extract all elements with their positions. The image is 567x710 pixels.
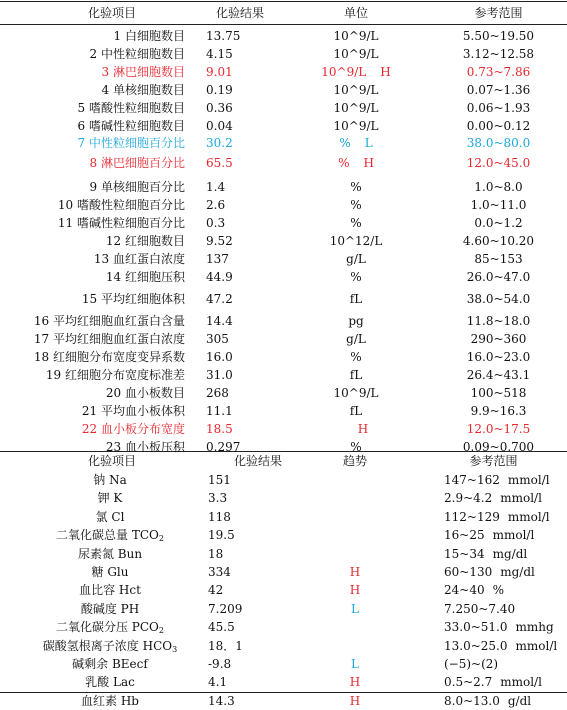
table-row [0, 117, 567, 135]
result-value: 42 [208, 583, 224, 597]
item-name: 10 嗜酸性粒细胞百分比 [57, 198, 185, 212]
result-value: 4.1 [208, 675, 228, 689]
item-name [35, 489, 185, 507]
result-value: 44.9 [206, 270, 233, 284]
item-name: 1 白细胞数目 [113, 29, 185, 43]
reference-range: 1.0~8.0 [474, 180, 523, 194]
table-row [0, 81, 567, 99]
item-label: 氯 Cl [95, 510, 125, 524]
unit-cell [296, 232, 416, 250]
abnormal-flag: L [364, 136, 373, 150]
reference-range: 16.0~23.0 [466, 350, 531, 364]
table-row [0, 63, 567, 81]
trend-flag: H [349, 694, 361, 708]
unit-cell [296, 63, 416, 81]
result-value: 151 [208, 473, 231, 487]
item-name: 7 中性粒细胞百分比 [77, 136, 185, 150]
table-row [0, 214, 567, 232]
header-result: 化验结果 [233, 454, 282, 468]
result-value: 19.5 [208, 528, 235, 542]
unit-text: 10^9/L [321, 65, 367, 79]
unit-text: fL [349, 292, 363, 306]
table1-header [0, 4, 567, 22]
unit-cell [296, 134, 416, 152]
reference-range: 12.0~45.0 [466, 156, 531, 170]
reference-value: 2.9~4.2 [444, 491, 493, 505]
item-label: 碱剩余 BEecf [72, 657, 148, 671]
top-rule [0, 1, 567, 2]
result-value: 18.5 [206, 422, 233, 436]
reference-range: 9.9~16.3 [470, 404, 527, 418]
table-row [0, 27, 567, 45]
result-value: 13.75 [206, 29, 241, 43]
result-value: 0.3 [206, 216, 226, 230]
table-row [0, 290, 567, 308]
reference-unit: % [492, 583, 504, 597]
table-row [0, 563, 567, 581]
result-value: 14.3 [208, 694, 235, 708]
table-row [0, 178, 567, 196]
reference-range: 290~360 [470, 332, 527, 346]
item-name: 11 嗜碱性粒细胞百分比 [57, 216, 185, 230]
table-row [0, 618, 567, 636]
table-row [0, 673, 567, 691]
reference-value: 112~129 [444, 510, 500, 524]
table-row [0, 330, 567, 348]
reference-range: 0.0~1.2 [474, 216, 523, 230]
reference-range [420, 581, 567, 599]
result-value: 30.2 [206, 136, 233, 150]
reference-value: 13.0~25.0 [444, 639, 508, 653]
result-value: 14.4 [206, 314, 233, 328]
unit-text: 10^9/L [333, 83, 379, 97]
item-name [35, 471, 185, 489]
unit-cell [296, 420, 416, 438]
unit-cell [296, 27, 416, 45]
unit-cell [296, 154, 416, 172]
reference-range: 0.73~7.86 [466, 65, 531, 79]
unit-text: % [339, 136, 351, 150]
result-value: 0.04 [206, 119, 233, 133]
item-name: 12 红细胞数目 [105, 234, 185, 248]
unit-cell [296, 99, 416, 117]
reference-range [420, 618, 567, 636]
result-value: 3.3 [208, 491, 228, 505]
table-row [0, 545, 567, 563]
result-value: 268 [206, 386, 229, 400]
header-result: 化验结果 [215, 6, 264, 20]
reference-range: 85~153 [474, 252, 523, 266]
header-unit: 单位 [343, 6, 368, 20]
header-ref: 参考范围 [474, 6, 523, 20]
reference-value: 147~162 [444, 473, 500, 487]
bottom-rule [0, 692, 567, 693]
table-row [0, 420, 567, 438]
unit-text: % [338, 156, 350, 170]
item-name: 8 淋巴细胞百分比 [89, 156, 185, 170]
table-row [0, 655, 567, 673]
trend-flag: L [351, 602, 359, 616]
abnormal-flag: H [380, 65, 391, 79]
table-row [0, 600, 567, 618]
item-name [35, 673, 185, 691]
item-label: 糖 Glu [91, 565, 129, 579]
item-name: 4 单核细胞数目 [101, 83, 185, 97]
item-name [35, 618, 185, 636]
item-name [35, 637, 185, 655]
header-rule [0, 24, 567, 25]
table-row [0, 637, 567, 655]
item-label: 酸碱度 PH [80, 602, 140, 616]
result-value: 137 [206, 252, 229, 266]
trend-flag: H [349, 565, 361, 579]
item-name [35, 526, 185, 544]
table-row [0, 489, 567, 507]
item-name [35, 600, 185, 618]
item-name: 23 血小板压积 [105, 440, 185, 454]
unit-text: % [350, 350, 362, 364]
result-value: 0.36 [206, 101, 233, 115]
reference-range: 4.60~10.20 [462, 234, 535, 248]
unit-text: g/L [346, 252, 366, 266]
result-value: 2.6 [206, 198, 226, 212]
unit-text: % [350, 198, 362, 212]
reference-range: 26.0~47.0 [466, 270, 531, 284]
reference-range: 0.06~1.93 [466, 101, 531, 115]
result-value: 7.209 [208, 602, 243, 616]
item-label: 钠 Na [93, 473, 127, 487]
header-item: 化验项目 [87, 6, 136, 20]
header-ref: 参考范围 [469, 454, 518, 468]
unit-text: % [350, 440, 362, 454]
header-trend: 趋势 [342, 454, 367, 468]
reference-range [420, 655, 567, 673]
reference-range [420, 526, 567, 544]
item-name: 15 平均红细胞体积 [81, 292, 185, 306]
item-label: 二氧化碳分压 PCO [55, 620, 159, 634]
item-name: 3 淋巴细胞数目 [101, 65, 185, 79]
reference-unit: mg/dl [492, 547, 528, 561]
unit-text: % [350, 216, 362, 230]
result-value: 9.52 [206, 234, 233, 248]
reference-range: 0.07~1.36 [466, 83, 531, 97]
reference-range: 38.0~54.0 [466, 292, 531, 306]
unit-text: % [350, 180, 362, 194]
item-name [35, 563, 185, 581]
reference-range [420, 600, 567, 618]
unit-cell [296, 81, 416, 99]
item-label: 二氧化碳总量 TCO [56, 528, 159, 542]
unit-cell [296, 268, 416, 286]
reference-value: (−5)~(2) [444, 657, 499, 671]
table-row [0, 348, 567, 366]
reference-value: 15~34 [444, 547, 485, 561]
item-name: 21 平均血小板体积 [81, 404, 185, 418]
unit-cell [296, 178, 416, 196]
result-value: 47.2 [206, 292, 233, 306]
unit-text: % [350, 270, 362, 284]
reference-value: 8.0~13.0 [444, 694, 500, 708]
reference-range: 3.12~12.58 [462, 47, 535, 61]
unit-cell [296, 384, 416, 402]
reference-unit: g/dl [507, 694, 532, 708]
item-name: 13 血红蛋白浓度 [93, 252, 185, 266]
result-value: 65.5 [206, 156, 233, 170]
trend-flag: H [349, 583, 361, 597]
reference-range [420, 545, 567, 563]
item-name: 14 红细胞压积 [105, 270, 185, 284]
reference-range: 11.8~18.0 [466, 314, 531, 328]
result-value: 31.0 [206, 368, 233, 382]
unit-cell [296, 402, 416, 420]
item-name: 17 平均红细胞血红蛋白浓度 [33, 332, 185, 346]
result-value: 334 [208, 565, 231, 579]
item-name: 5 嗜酸性粒细胞数目 [77, 101, 185, 115]
unit-cell [296, 330, 416, 348]
unit-cell [296, 290, 416, 308]
unit-text: 10^9/L [333, 29, 379, 43]
reference-range [420, 637, 567, 655]
item-subscript: 3 [172, 645, 178, 654]
reference-value: 7.250~7.40 [444, 602, 516, 616]
result-value: 11.1 [206, 404, 233, 418]
result-value: 0.297 [206, 440, 241, 454]
unit-text: 10^9/L [333, 386, 379, 400]
table-row [0, 99, 567, 117]
table-row [0, 45, 567, 63]
result-value: 45.5 [208, 620, 235, 634]
item-name: 19 红细胞分布宽度标准差 [45, 368, 185, 382]
item-name [35, 581, 185, 599]
trend-flag: L [351, 657, 359, 671]
reference-range: 0.00~0.12 [466, 119, 531, 133]
unit-cell [296, 366, 416, 384]
reference-value: 0.5~2.7 [444, 675, 493, 689]
table-row [0, 312, 567, 330]
result-value: 305 [206, 332, 229, 346]
item-name: 22 血小板分布宽度 [81, 422, 185, 436]
reference-range: 1.0~11.0 [470, 198, 527, 212]
unit-text: 10^9/L [333, 101, 379, 115]
reference-range: 100~518 [470, 386, 527, 400]
table-row [0, 154, 567, 172]
unit-text: fL [349, 404, 363, 418]
unit-cell [296, 117, 416, 135]
unit-cell [296, 250, 416, 268]
reference-range [420, 508, 567, 526]
unit-cell [296, 196, 416, 214]
table-row [0, 366, 567, 384]
item-name [35, 655, 185, 673]
item-name [35, 508, 185, 526]
unit-text: 10^9/L [333, 47, 379, 61]
result-value: 118 [208, 510, 231, 524]
table-row [0, 581, 567, 599]
item-name [35, 545, 185, 563]
table-row [0, 232, 567, 250]
table-row [0, 384, 567, 402]
header-item: 化验项目 [87, 454, 136, 468]
reference-range [420, 563, 567, 581]
reference-unit: mmol/l [500, 491, 542, 505]
abnormal-flag: H [363, 156, 374, 170]
table-row [0, 250, 567, 268]
reference-range: 12.0~17.5 [466, 422, 531, 436]
unit-cell [296, 214, 416, 232]
reference-unit: mg/dl [500, 565, 535, 579]
table-row [0, 268, 567, 286]
reference-value: 33.0~51.0 [444, 620, 508, 634]
reference-unit: mmol/l [500, 675, 542, 689]
unit-cell [296, 312, 416, 330]
item-label: 碳酸氢根离子浓度 HCO [42, 639, 173, 653]
item-name: 16 平均红细胞血红蛋白含量 [33, 314, 185, 328]
reference-value: 60~130 [444, 565, 493, 579]
item-name: 18 红细胞分布宽度变异系数 [33, 350, 185, 364]
unit-cell [296, 348, 416, 366]
unit-text: g/L [346, 332, 366, 346]
result-value: 0.19 [206, 83, 233, 97]
unit-text: 10^9/L [333, 119, 379, 133]
result-value: 16.0 [206, 350, 233, 364]
result-value: 18．1 [208, 639, 243, 653]
reference-range [420, 471, 567, 489]
unit-text: fL [349, 368, 363, 382]
item-label: 血比容 Hct [79, 583, 141, 597]
table2-header [0, 452, 567, 470]
item-name: 6 嗜碱性粒细胞数目 [77, 119, 185, 133]
item-subscript: 2 [158, 534, 164, 543]
item-name: 2 中性粒细胞数目 [89, 47, 185, 61]
result-value: 4.15 [206, 47, 233, 61]
item-subscript: 2 [158, 626, 164, 635]
abnormal-flag: H [357, 422, 369, 436]
unit-text: pg [348, 314, 364, 328]
table-row [0, 471, 567, 489]
table-row [0, 508, 567, 526]
reference-range: 0.09~0.700 [462, 440, 535, 454]
reference-range: 26.4~43.1 [466, 368, 531, 382]
item-name: 20 血小板数目 [105, 386, 185, 400]
item-name: 9 单核细胞百分比 [89, 180, 185, 194]
table-row [0, 196, 567, 214]
table-row [0, 526, 567, 544]
reference-range [420, 673, 567, 691]
table-row [0, 134, 567, 152]
table-row [0, 402, 567, 420]
reference-value: 24~40 [444, 583, 485, 597]
reference-unit: mmol/l [492, 528, 535, 542]
unit-cell [296, 45, 416, 63]
reference-range [420, 489, 567, 507]
item-label: 尿素氮 Bun [77, 547, 143, 561]
reference-unit: mmol/l [507, 473, 550, 487]
reference-value: 16~25 [444, 528, 485, 542]
reference-range: 5.50~19.50 [462, 29, 535, 43]
reference-unit: mmol/l [515, 639, 558, 653]
item-label: 血红素 Hb [81, 694, 139, 708]
reference-unit: mmol/l [507, 510, 550, 524]
unit-text: 10^12/L [329, 234, 383, 248]
item-label: 钾 K [97, 491, 123, 505]
reference-unit: mmhg [515, 620, 554, 634]
result-value: 18 [208, 547, 224, 561]
reference-range: 38.0~80.0 [466, 136, 531, 150]
result-value: 9.01 [206, 65, 233, 79]
result-value: 1.4 [206, 180, 226, 194]
item-label: 乳酸 Lac [85, 675, 135, 689]
trend-flag: H [349, 675, 361, 689]
result-value: -9.8 [208, 657, 232, 671]
